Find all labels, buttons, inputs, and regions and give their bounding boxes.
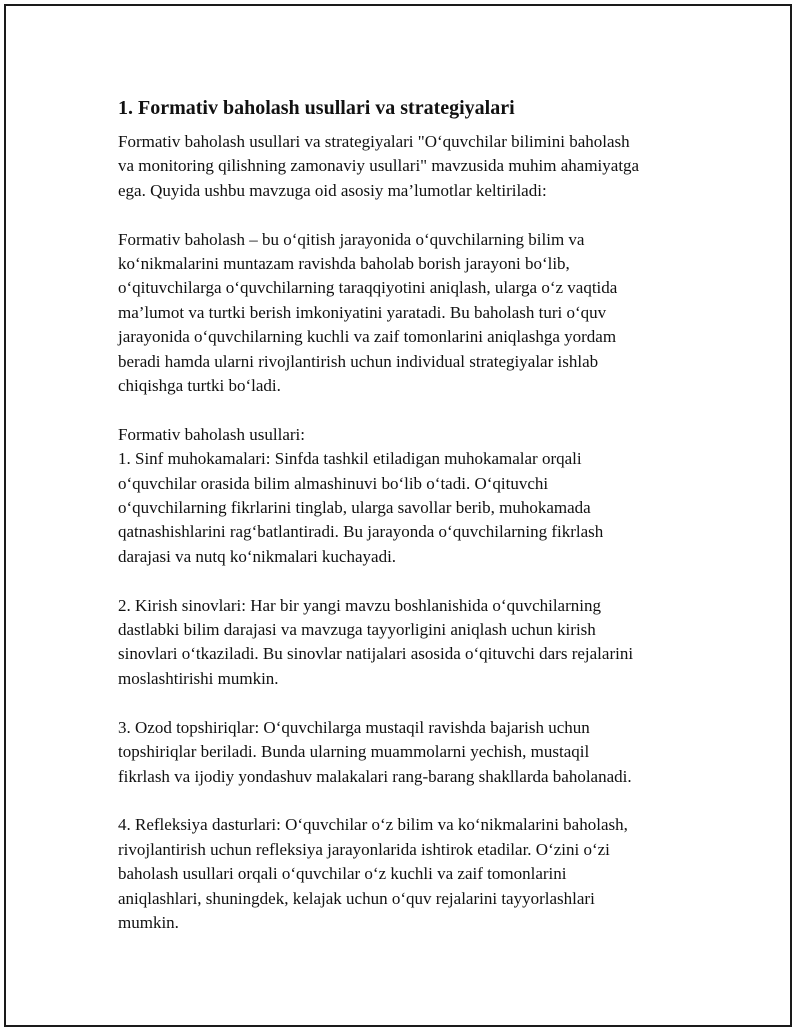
text-line: rivojlantirish uchun refleksiya jarayonlarida ishtirok etadilar. O‘zini o‘zi	[118, 839, 610, 859]
text-line: 4. Refleksiya dasturlari: O‘quvchilar o‘z bilim va ko‘nikmalarini baholash,	[118, 815, 628, 835]
methods-heading: Formativ baholash usullari:	[118, 424, 305, 444]
text-line: 3. Ozod topshiriqlar: O‘quvchilarga mustaqil ravishda bajarish uchun	[118, 717, 590, 737]
text-line: sinovlari o‘tkaziladi. Bu sinovlar natijalari asosida o‘qituvchi dars rejalarini	[118, 644, 634, 664]
methods-paragraph-4	[118, 813, 698, 935]
text-line: topshiriqlar beriladi. Bunda ularning muammolarni yechish, mustaqil	[118, 742, 590, 762]
text-line: o‘quvchilarning fikrlarini tinglab, ularga savollar berib, muhokamada	[118, 498, 591, 518]
text-line: jarayonida o‘quvchilarning kuchli va zaif tomonlarini aniqlashga yordam	[118, 327, 617, 347]
text-line: dastlabki bilim darajasi va mavzuga tayyorligini aniqlash uchun kirish	[118, 620, 596, 640]
definition-paragraph	[118, 228, 698, 399]
text-line: aniqlashlari, shuningdek, kelajak uchun o‘quv rejalarini tayyorlashlari	[118, 888, 595, 908]
text-line: va monitoring qilishning zamonaviy usullari" mavzusida muhim ahamiyatga	[118, 156, 640, 176]
text-line: Formativ baholash usullari va strategiyalari "O‘quvchilar bilimini baholash	[118, 132, 630, 151]
text-line: Formativ baholash – bu o‘qitish jarayonida o‘quvchilarning bilim va	[118, 229, 585, 249]
text-line: fikrlash va ijodiy yondashuv malakalari rang-barang shakllarda baholanadi.	[118, 766, 632, 786]
text-line: baholash usullari orqali o‘quvchilar o‘z kuchli va zaif tomonlarini	[118, 864, 567, 884]
text-line: o‘qituvchilarga o‘quvchilarning taraqqiyotini aniqlash, ularga o‘z vaqtida	[118, 278, 618, 298]
text-line: beradi hamda ularni rivojlantirish uchun individual strategiyalar ishlab	[118, 351, 599, 371]
text-line: 1. Sinf muhokamalari: Sinfda tashkil etiladigan muhokamalar orqali	[118, 449, 582, 469]
text-line: 2. Kirish sinovlari: Har bir yangi mavzu boshlanishida o‘quvchilarning	[118, 595, 601, 615]
methods-paragraph-1	[118, 423, 698, 569]
text-line: qatnashishlarini rag‘batlantiradi. Bu jarayonda o‘quvchilarning fikrlash	[118, 522, 604, 542]
methods-paragraph-3	[118, 716, 698, 789]
methods-paragraph-2	[118, 594, 698, 692]
page-title: 1. Formativ baholash usullari va strategiyalari	[118, 97, 515, 119]
text-line: chiqishga turtki bo‘ladi.	[118, 376, 281, 396]
text-line: moslashtirishi mumkin.	[118, 668, 279, 688]
text-line: o‘quvchilar orasida bilim almashinuvi bo‘lib o‘tadi. O‘qituvchi	[118, 473, 549, 493]
text-line: ma’lumot va turtki berish imkoniyatini yaratadi. Bu baholash turi o‘quv	[118, 302, 607, 322]
document-body	[118, 94, 698, 935]
text-line: mumkin.	[118, 912, 179, 932]
text-line: ega. Quyida ushbu mavzuga oid asosiy ma’lumotlar keltiriladi:	[118, 180, 547, 200]
intro-paragraph	[118, 130, 698, 203]
text-line: darajasi va nutq ko‘nikmalari kuchayadi.	[118, 546, 397, 566]
text-line: ko‘nikmalarini muntazam ravishda baholab borish jarayoni bo‘lib,	[118, 254, 570, 274]
